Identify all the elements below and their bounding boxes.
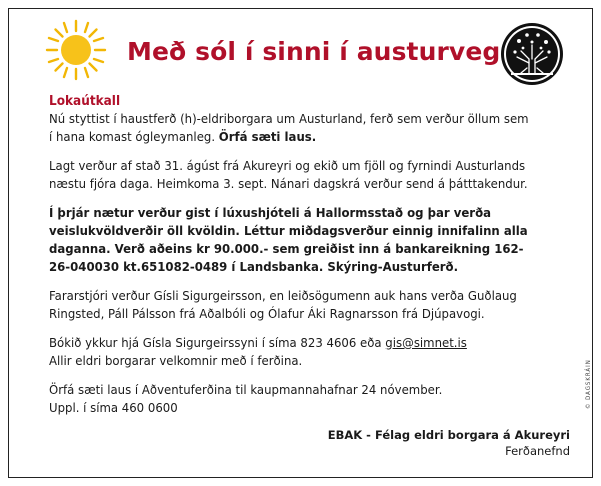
intro-text: Nú styttist í haustferð (h)-eldriborgara um Austurland, ferð sem verður öllum sem í hana komast ógleymanleg. (49, 111, 529, 144)
seats-notice: Örfá sæti laus. (218, 129, 317, 144)
signature-block (328, 427, 570, 459)
advent-trip-paragraph (49, 381, 533, 417)
committee-name: Ferðanefnd (505, 444, 570, 458)
publisher-credit: © DAGSKRÁIN (585, 359, 592, 409)
advertisement-box (8, 8, 593, 478)
page-title: Með sól í sinni í austurveg (127, 37, 501, 66)
advent-trip-text: Örfá sæti laus í Aðventuferðina til kaupmannahafnar 24 nóvember. (49, 382, 443, 397)
email-link[interactable]: gis@simnet.is (385, 335, 467, 350)
sun-icon (45, 19, 107, 81)
booking-text: Bókið ykkur hjá Gísla Sigurgeirssyni í síma 823 4606 eða (49, 335, 386, 350)
schedule-paragraph: Lagt verður af stað 31. ágúst frá Akureyri og ekið um fjöll og fyrnindi Austurlands næstu fjóra daga. Heimkoma 3. sept. Nánari dagskrá verður send á þátttakendur. (49, 158, 528, 191)
intro-paragraph (49, 110, 533, 146)
organization-name: EBAK - Félag eldri borgara á Akureyri (327, 428, 570, 442)
welcome-text: Allir eldri borgarar velkomnir með í ferðina. (49, 353, 303, 368)
info-phone-text: Uppl. í síma 460 0600 (49, 400, 178, 415)
tree-emblem-icon (499, 21, 565, 87)
article-body (49, 93, 533, 428)
guides-paragraph: Fararstjóri verður Gísli Sigurgeirsson, en leiðsögumenn auk hans verða Guðlaug Ringsted, Páll Pálsson frá Aðalbóli og Ólafur Áki Ragnarsson frá Djúpavogi. (49, 288, 517, 321)
accommodation-paragraph: Í þrjár nætur verður gist í lúxushjóteli á Hallormsstað og þar verða veislukvöldverðir öll kvöldin. Léttur miðdagsverður einnig innifalinn alla daganna. Verð aðeins kr 90.000.- sem greiðist inn á bankareikning 162-26-040030 kt.651082-0489 í Landsbanka. Skýring-Austurferð. (49, 205, 528, 274)
booking-paragraph (49, 334, 533, 370)
kicker-heading: Lokaútkall (49, 94, 121, 109)
